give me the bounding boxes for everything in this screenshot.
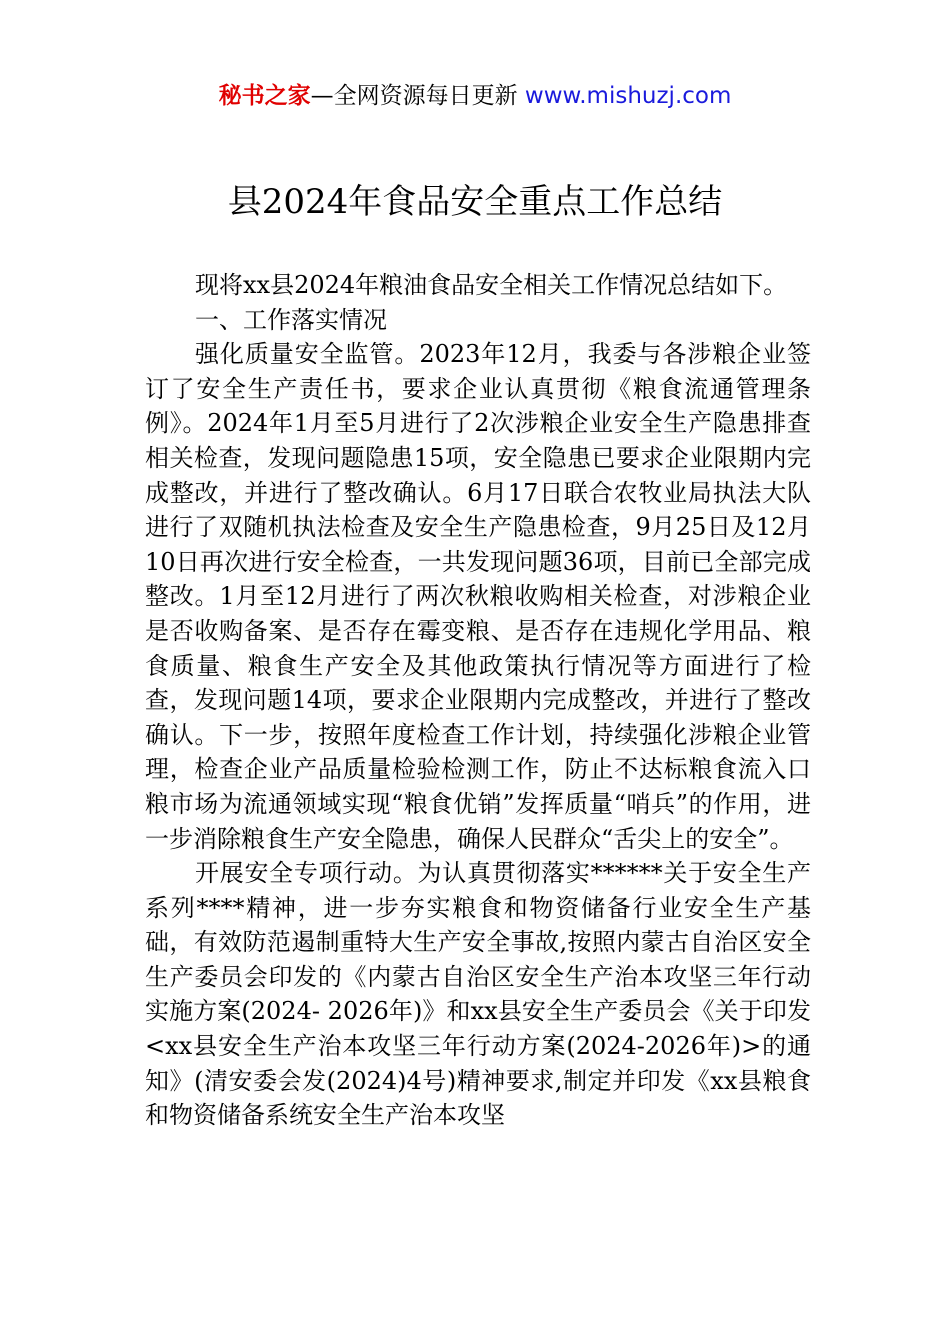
document-body	[145, 268, 811, 1133]
site-url[interactable]: www.mishuzj.com	[524, 83, 732, 109]
section-heading: 一、工作落实情况	[195, 305, 387, 334]
site-slogan: —全网资源每日更新	[310, 83, 518, 109]
body-paragraph: 开展安全专项行动。为认真贯彻落实******关于安全生产系列****精神，进一步夯实粮食和物资储备行业安全生产基础，有效防范遏制重特大生产安全事故,按照内蒙古自治区安全生产委员会印发的《内蒙古自治区安全生产治本攻坚三年行动实施方案(2024- 2026年)》和xx县安全生产委员会《关于印发<xx县安全生产治本攻坚三年行动方案(2024-2026年)>的通知》(清安委会发(2024)4号)精神要求,制定并印发《xx县粮食和物资储备系统安全生产治本攻坚	[145, 859, 811, 1130]
site-header	[0, 80, 950, 112]
body-paragraph: 强化质量安全监管。2023年12月，我委与各涉粮企业签订了安全生产责任书，要求企业认真贯彻《粮食流通管理条例》。2024年1月至5月进行了2次涉粮企业安全生产隐患排查相关检查，发现问题隐患15项，安全隐患已要求企业限期内完成整改，并进行了整改确认。6月17日联合农牧业局执法大队进行了双随机执法检查及安全生产隐患检查，9月25日及12月10日再次进行安全检查，一共发现问题36项，目前已全部完成整改。1月至12月进行了两次秋粮收购相关检查，对涉粮企业是否收购备案、是否存在霉变粮、是否存在违规化学用品、粮食质量、粮食生产安全及其他政策执行情况等方面进行了检查，发现问题14项，要求企业限期内完成整改，并进行了整改确认。下一步，按照年度检查工作计划，持续强化涉粮企业管理，检查企业产品质量检验检测工作，防止不达标粮食流入口粮市场为流通领域实现“粮食优销”发挥质量“哨兵”的作用，进一步消除粮食生产安全隐患，确保人民群众“舌尖上的安全”。	[145, 340, 811, 853]
site-brand: 秘书之家	[218, 83, 311, 109]
document-title: 县2024年食品安全重点工作总结	[227, 182, 723, 222]
intro-paragraph: 现将xx县2024年粮油食品安全相关工作情况总结如下。	[195, 271, 788, 299]
